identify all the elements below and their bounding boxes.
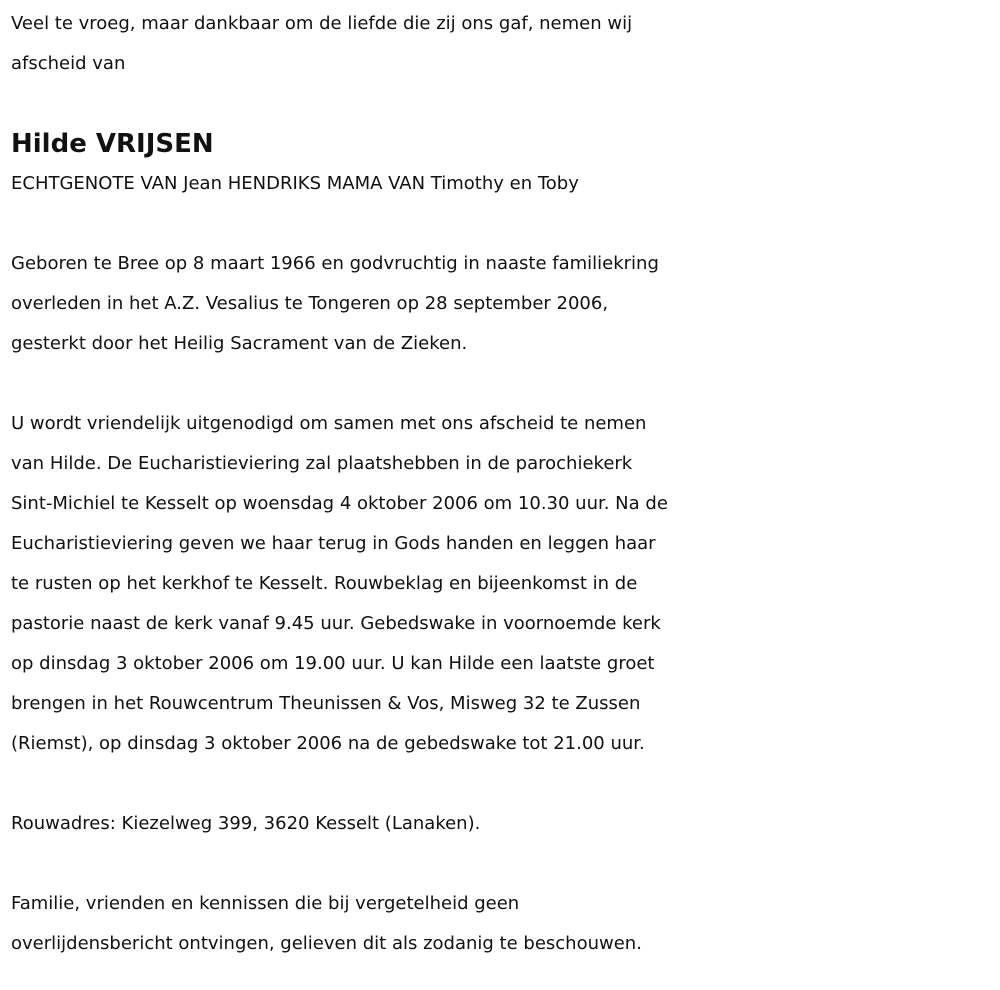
birth-death-line-3: gesterkt door het Heilig Sacrament van de Zieken. bbox=[11, 333, 468, 354]
spacer bbox=[11, 204, 990, 244]
deceased-relations bbox=[11, 164, 990, 204]
spacer bbox=[11, 844, 990, 884]
closing-line-1: Familie, vrienden en kennissen die bij vergetelheid geen bbox=[11, 893, 520, 914]
invitation-line-5: te rusten op het kerkhof te Kesselt. Rouwbeklag en bijeenkomst in de bbox=[11, 573, 638, 594]
intro-line-1: Veel te vroeg, maar dankbaar om de liefde die zij ons gaf, nemen wij bbox=[11, 13, 633, 34]
intro-line-2: afscheid van bbox=[11, 53, 126, 74]
spacer bbox=[11, 764, 990, 804]
invitation-line-4: Eucharistieviering geven we haar terug in Gods handen en leggen haar bbox=[11, 533, 656, 554]
invitation-line-7: op dinsdag 3 oktober 2006 om 19.00 uur. U kan Hilde een laatste groet bbox=[11, 653, 655, 674]
deceased-name: Hilde VRIJSEN bbox=[11, 129, 214, 159]
address-paragraph bbox=[11, 804, 990, 844]
invitation-line-3: Sint-Michiel te Kesselt op woensdag 4 oktober 2006 om 10.30 uur. Na de bbox=[11, 493, 668, 514]
invitation-paragraph bbox=[11, 404, 990, 764]
birth-death-line-2: overleden in het A.Z. Vesalius te Tongeren op 28 september 2006, bbox=[11, 293, 609, 314]
intro-paragraph bbox=[11, 4, 990, 84]
spacer bbox=[11, 364, 990, 404]
invitation-line-8: brengen in het Rouwcentrum Theunissen & Vos, Misweg 32 te Zussen bbox=[11, 693, 641, 714]
invitation-line-9: (Riemst), op dinsdag 3 oktober 2006 na de gebedswake tot 21.00 uur. bbox=[11, 733, 645, 754]
spacer bbox=[11, 84, 990, 124]
birth-death-paragraph bbox=[11, 244, 990, 364]
address-line: Rouwadres: Kiezelweg 399, 3620 Kesselt (Lanaken). bbox=[11, 813, 481, 834]
invitation-line-6: pastorie naast de kerk vanaf 9.45 uur. Gebedswake in voornoemde kerk bbox=[11, 613, 661, 634]
invitation-line-2: van Hilde. De Eucharistieviering zal plaatshebben in de parochiekerk bbox=[11, 453, 633, 474]
relations-line: ECHTGENOTE VAN Jean HENDRIKS MAMA VAN Timothy en Toby bbox=[11, 173, 579, 194]
closing-paragraph bbox=[11, 884, 990, 964]
birth-death-line-1: Geboren te Bree op 8 maart 1966 en godvruchtig in naaste familiekring bbox=[11, 253, 659, 274]
invitation-line-1: U wordt vriendelijk uitgenodigd om samen met ons afscheid te nemen bbox=[11, 413, 647, 434]
closing-line-2: overlijdensbericht ontvingen, gelieven dit als zodanig te beschouwen. bbox=[11, 933, 642, 954]
